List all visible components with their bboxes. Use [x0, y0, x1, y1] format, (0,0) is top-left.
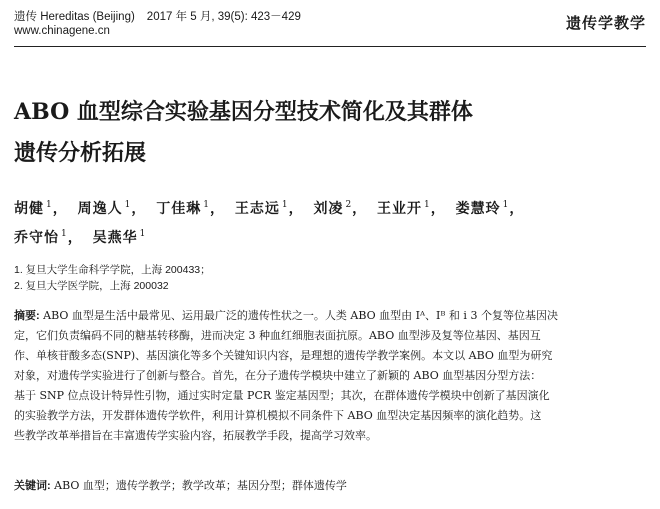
affiliation-2: 2. 复旦大学医学院，上海 200032: [14, 280, 169, 292]
paper-title-line-2: 遗传分析拓展: [14, 140, 147, 166]
author: 周逸人 $^1$: [77, 200, 132, 217]
paper-title-line-1: ABO 血型综合实验基因分型技术简化及其群体: [14, 99, 473, 125]
author: 刘凌 $^2$: [313, 200, 353, 217]
author: 娄慧玲 $^1$: [455, 200, 510, 217]
affiliation-1: 1. 复旦大学生命科学学院，上海 200433；: [14, 264, 211, 276]
author: 胡健 $^1$: [14, 200, 53, 217]
journal-name: 遗传 Hereditas (Beijing): [14, 11, 135, 23]
abstract-line: 的实验教学方法，开发群体遗传学软件，利用计算机模拟不同条件下 ABO 血型决定基因频率的演化趋势。这: [14, 409, 542, 422]
header-rule: [14, 46, 646, 47]
author: 吴燕华 $^1$: [92, 229, 147, 246]
keywords: [14, 477, 347, 493]
journal-citation-line: [14, 8, 301, 24]
author: 王志远 $^1$: [234, 200, 289, 217]
abstract: [14, 306, 632, 446]
abstract-line: 基于 SNP 位点设计特异性引物，通过实时定量 PCR 鉴定基因型；其次，在群体遗传学模块中创新了基因演化: [14, 389, 550, 402]
abstract-line: 对象，对遗传学实验进行了创新与整合。首先，在分子遗传学模块中建立了新颖的 ABO 血型基因分型方法：: [14, 369, 542, 382]
author-list-row-2: 乔守怡 $^1$， 吴燕华 $^1$: [14, 229, 147, 246]
journal-url[interactable]: www.chinagene.cn: [14, 25, 110, 37]
keywords-text: ABO 血型；遗传学教学；教学改革；基因分型；群体遗传学: [54, 479, 347, 492]
abstract-line: 定，它们负责编码不同的糖基转移酶，进而决定 3 种血红细胞表面抗原。ABO 血型涉及复等位基因、基因互: [14, 329, 541, 342]
author: 王业开 $^1$: [377, 200, 431, 217]
author-list-row-1: 胡健 $^1$， 周逸人 $^1$， 丁佳琳 $^1$， 王志远 $^1$， 刘凌 $^2$， 王业开 $^1$， 娄慧玲 $^1$，: [14, 200, 525, 217]
section-brand: 遗传学教学: [565, 14, 646, 32]
abstract-line: 些教学改革举措旨在丰富遗传学实验内容，拓展教学手段，提高学习效率。: [14, 429, 377, 442]
abstract-line: 摘要: ABO 血型是生活中最常见、运用最广泛的遗传性状之一。人类 ABO 血型由 Iᴬ、Iᴮ 和 i 3 个复等位基因决: [14, 309, 558, 322]
citation: 2017 年 5 月, 39(5): 423－429: [146, 11, 301, 23]
author: 乔守怡 $^1$: [14, 229, 68, 246]
abstract-line: 作、单核苷酸多态(SNP)、基因演化等多个关键知识内容，是理想的遗传学教学案例。本文以 ABO 血型为研究: [14, 349, 553, 362]
author: 丁佳琳 $^1$: [156, 200, 210, 217]
keywords-label: 关键词:: [14, 480, 51, 492]
abstract-label: 摘要:: [14, 310, 40, 322]
